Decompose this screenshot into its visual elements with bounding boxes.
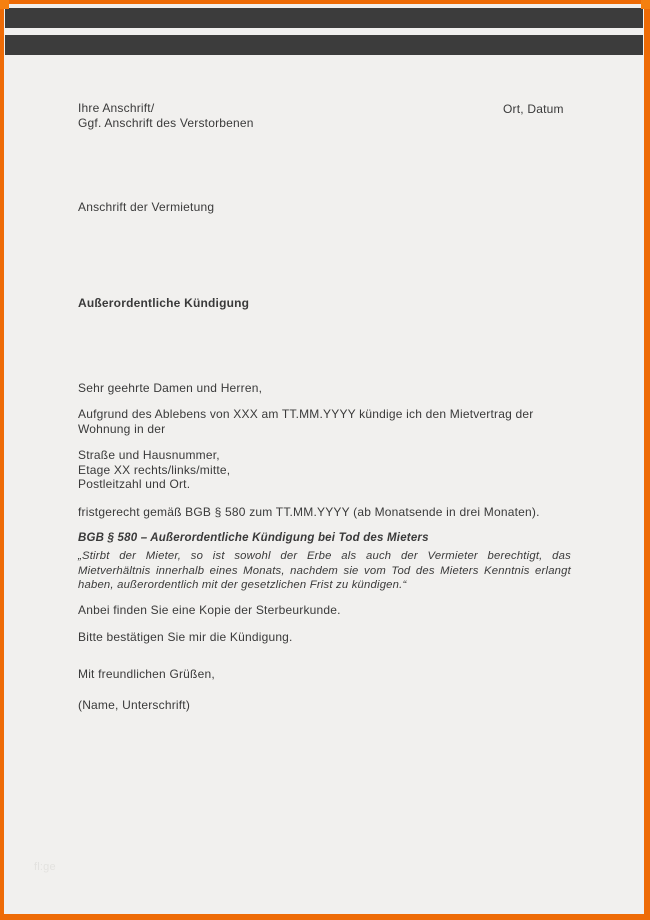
confirmation-request: Bitte bestätigen Sie mir die Kündigung. <box>78 630 293 644</box>
quote-line-3: haben, außerordentlich mit der gesetzlichen Frist zu kündigen.“ <box>78 579 407 591</box>
sender-address-block <box>78 101 571 130</box>
place-date: Ort, Datum <box>503 102 564 116</box>
attachment-note: Anbei finden Sie eine Kopie der Sterbeurkunde. <box>78 603 341 617</box>
address-line-2: Etage XX rechts/links/mitte, <box>78 462 231 477</box>
quote-line-1: „Stirbt der Mieter, so ist sowohl der Erbe als auch der Vermieter berechtigt, das <box>78 550 571 562</box>
intro-line-2: Wohnung in der <box>78 421 166 436</box>
law-quote-paragraph <box>78 549 571 593</box>
watermark-text: fl:ge <box>34 861 56 873</box>
second-header-bar <box>5 35 643 55</box>
sender-line-2: Ggf. Anschrift des Verstorbenen <box>78 115 254 130</box>
quote-line-2: Mietverhältnis innerhalb eines Monats, nachdem sie vom Tod des Mieters Kenntnis erlangt <box>78 564 571 577</box>
termination-notice-line: fristgerecht gemäß BGB § 580 zum TT.MM.YYYY (ab Monatsende in drei Monaten). <box>78 505 540 519</box>
address-line-3: Postleitzahl und Ort. <box>78 477 191 491</box>
intro-line-1: Aufgrund des Ablebens von XXX am TT.MM.YYYY kündige ich den Mietvertrag der <box>78 407 534 421</box>
address-line-1: Straße und Hausnummer, <box>78 448 220 462</box>
signature-placeholder: (Name, Unterschrift) <box>78 698 191 712</box>
recipient-address: Anschrift der Vermietung <box>78 200 215 214</box>
sender-line-1: Ihre Anschrift/ <box>78 101 155 115</box>
frame-corner-top-left <box>0 0 9 9</box>
subject-line: Außerordentliche Kündigung <box>78 296 250 310</box>
closing-greeting: Mit freundlichen Grüßen, <box>78 667 215 681</box>
top-header-bar <box>5 8 643 28</box>
law-reference-heading: BGB § 580 – Außerordentliche Kündigung bei Tod des Mieters <box>78 532 429 544</box>
apartment-address-block <box>78 448 571 492</box>
salutation: Sehr geehrte Damen und Herren, <box>78 381 263 395</box>
frame-corner-top-right <box>641 0 650 9</box>
intro-paragraph <box>78 407 571 436</box>
